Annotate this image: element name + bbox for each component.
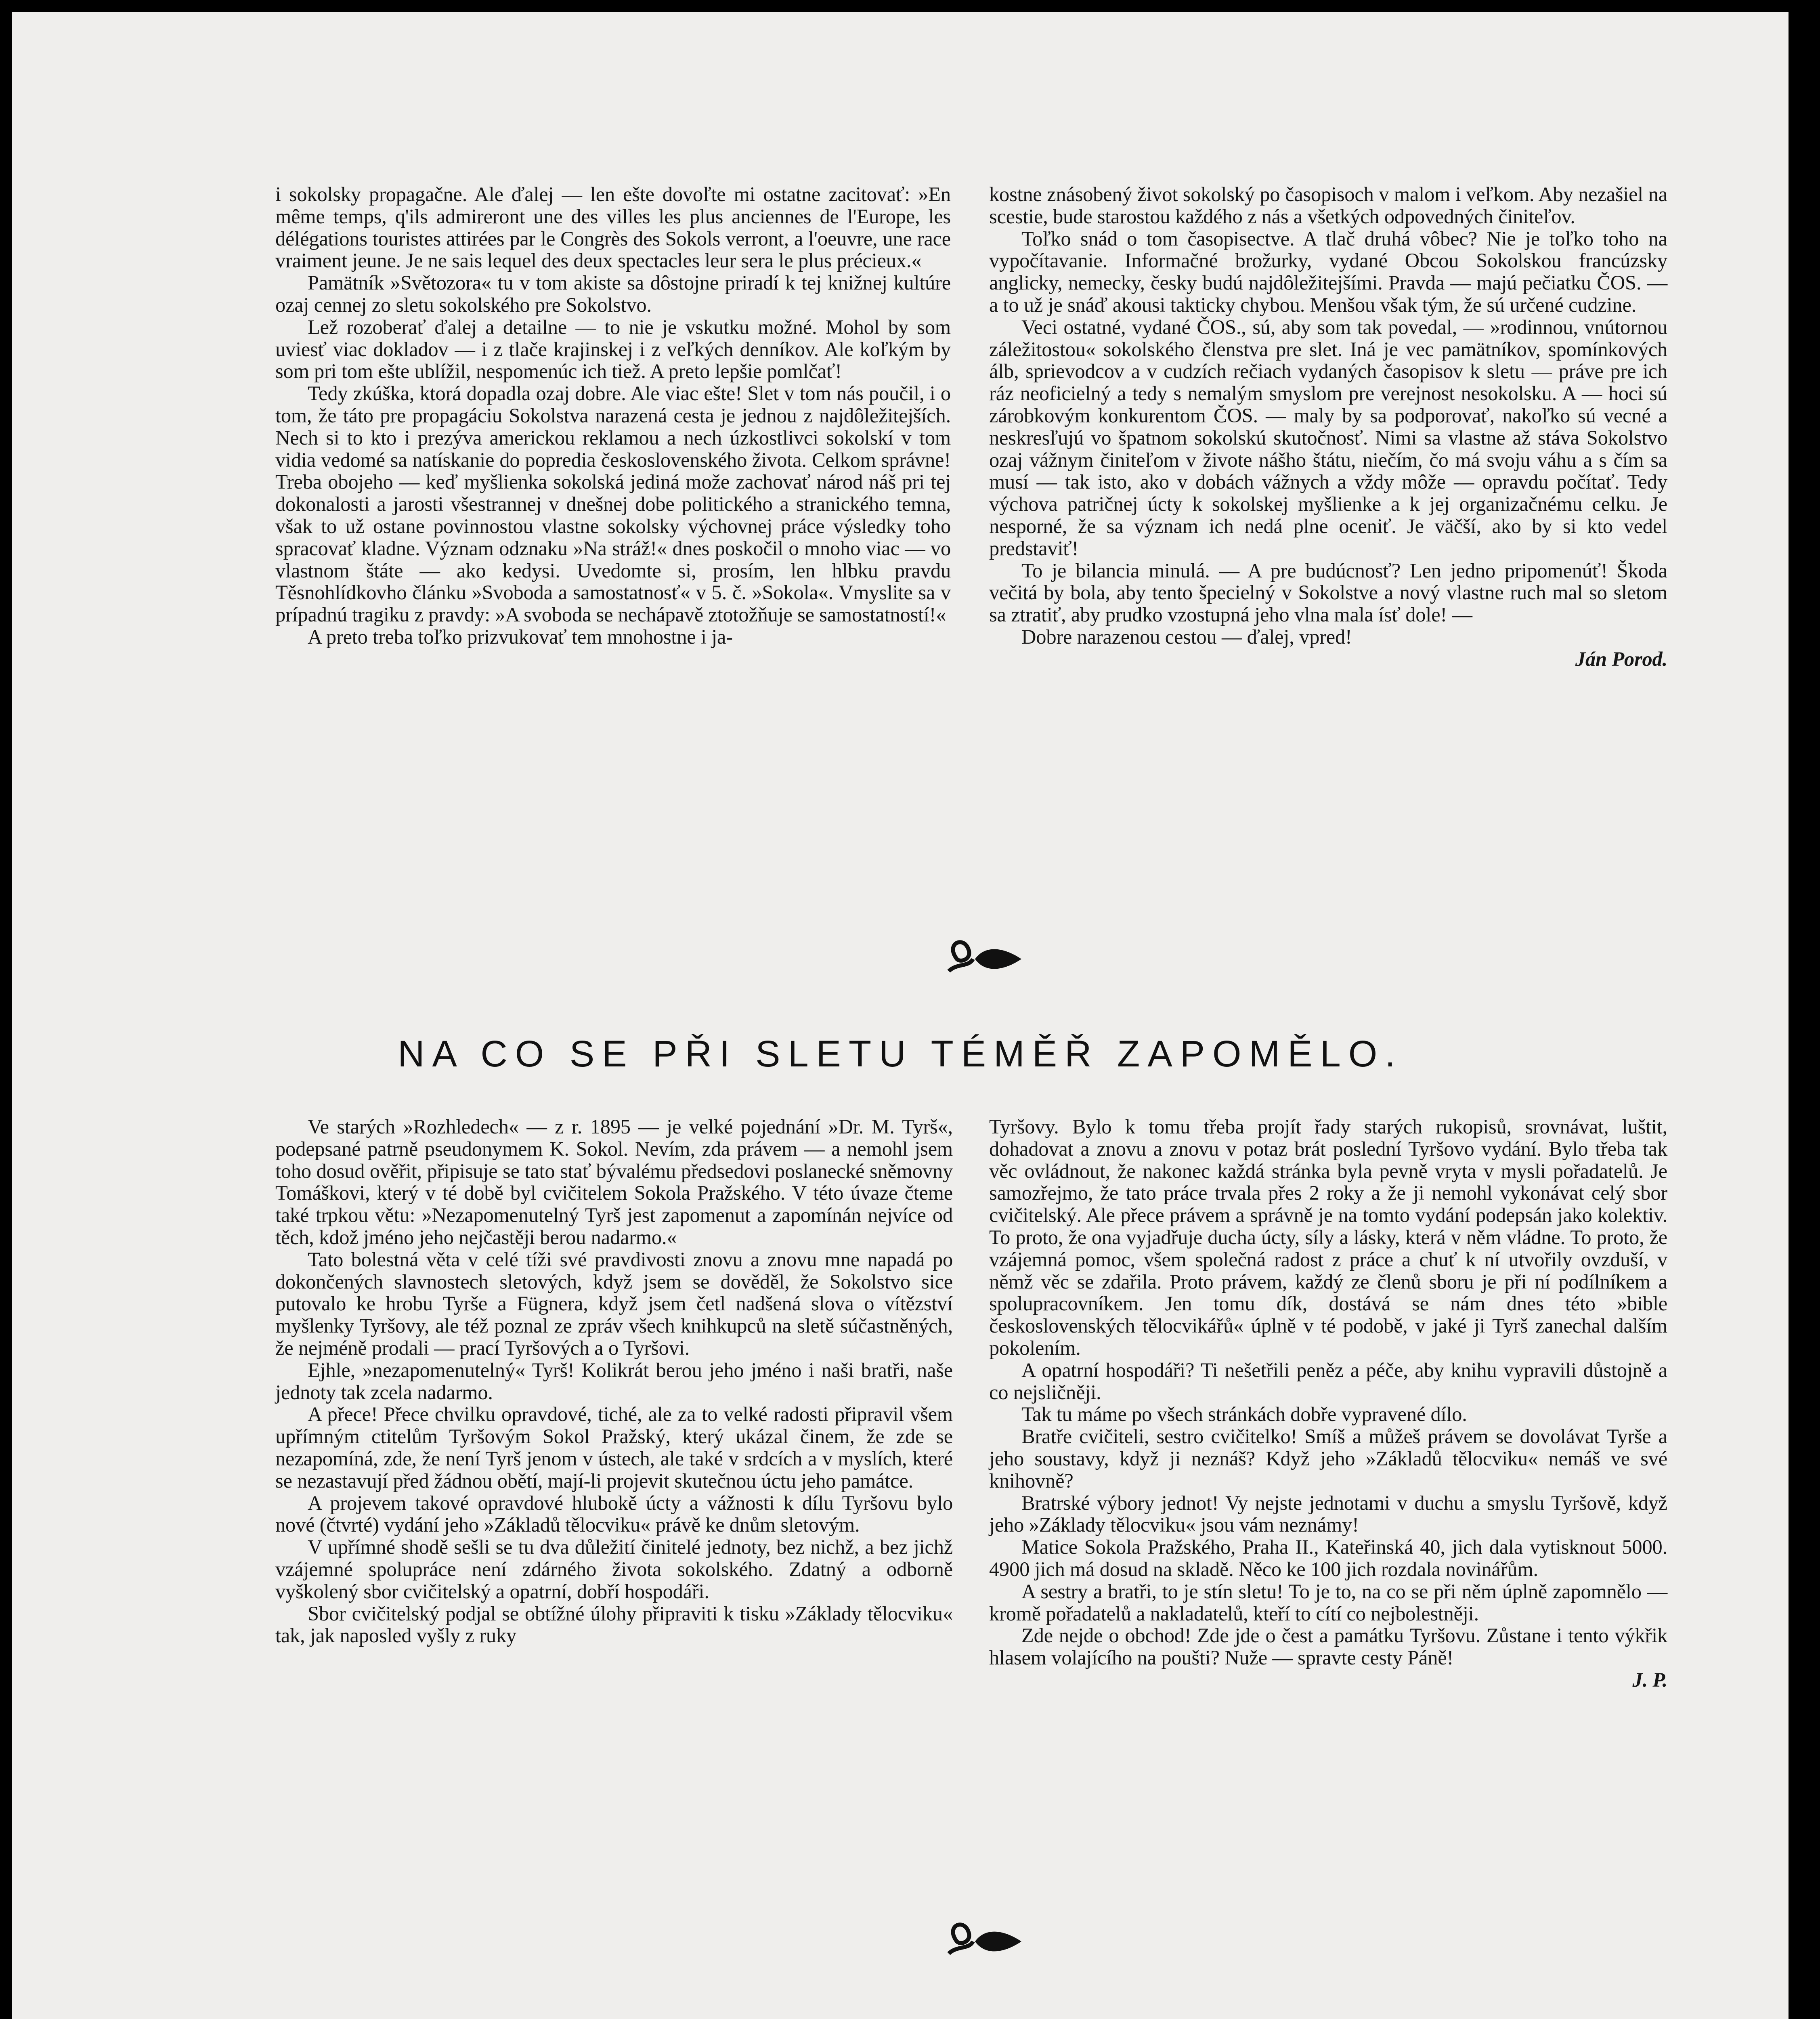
article-right-column (989, 1116, 1667, 1691)
top-left-column (275, 183, 951, 648)
paragraph: Matice Sokola Pražského, Praha II., Kateřinská 40, jich dala vytisknout 5000. 4900 jich má dosud na skladě. Něco ke 100 jich rozdala novinářům. (989, 1536, 1667, 1580)
paragraph: Tak tu máme po všech stránkách dobře vypravené dílo. (1021, 1403, 1467, 1426)
article-title: NA CO SE PŘI SLETU TÉMĚŘ ZAPOMĚLO. (398, 1033, 1403, 1075)
article-left-column (275, 1116, 953, 1647)
paragraph: Veci ostatné, vydané ČOS., sú, aby som tak povedal, — »rodinnou, vnútornou záležitostou« sokolského členstva pre slet. Iná je vec pamätníkov, spomínkových álb, sprievodcov a v cudzích rečiach vydaných časopisov k sletu — práve pre ich ráz neoficielný a tedy s nemalým smyslom pre verejnost nesokolsku. A — hoci sú zárobkovým konkurentom ČOS. — maly by sa podporovať, nakoľko sú vecné a neskresľujú vo špatnom sokolskú skutočnosť. Nimi sa vlastne až stáva Sokolstvo ozaj vážnym činiteľom v živote nášho štátu, niečím, čo má svoju váhu a s čím sa musí — tak isto, ako v dobách vážnych a vždy môže — opravdu počítať. Tedy výchova patričnej úcty k sokolskej myšlienke a k jej organizačnému celku. Je nesporné, že sa význam ich nedá plne oceniť. Je väčší, ako by si kto vedel predstaviť! (989, 315, 1667, 560)
paragraph: Ejhle, »nezapomenutelný« Tyrš! Kolikrát berou jeho jméno i naši bratři, naše jednoty tak zcela nadarmo. (275, 1358, 953, 1404)
paragraph: Bratře cvičiteli, sestro cvičitelko! Smíš a můžeš právem se dovolávat Tyrše a jeho soustavy, když ji neznáš? Když jeho »Základů tělocviku« nemáš ve své knihovně? (989, 1425, 1667, 1492)
paragraph: A projevem takové opravdové hlubokě úcty a vážnosti k dílu Tyršovu bylo nové (čtvrté) vydání jeho »Základů tělocviku« právě ke dnům sletovým. (275, 1491, 953, 1536)
top-right-column (989, 183, 1667, 670)
author-signature: Ján Porod. (1575, 647, 1667, 670)
paragraph: V upřímné shodě sešli se tu dva důležití činitelé jednoty, bez nichž, a bez jichž vzájemné spolupráce není zdárného života sokolského. Zdatný a odborně vyškolený sbor cvičitelský a opatrní, dobří hospodáři. (275, 1536, 953, 1603)
paragraph: Ve starých »Rozhledech« — z r. 1895 — je velké pojednání »Dr. M. Tyrš«, podepsané patrně pseudonymem K. Sokol. Nevím, zda právem — a nemohl jsem toho dosud ověřit, připisuje se tato stať bývalému předsedovi poslanecké sněmovny Tomáškovi, který v té době byl cvičitelem Sokola Pražského. V této úvaze čteme také trpkou větu: »Nezapomenutelný Tyrš jest zapomenut a zapomínán nejvíce od těch, kdož jméno jeho nejčastěji berou nadarmo.« (275, 1115, 953, 1249)
paragraph: Tedy zkúška, ktorá dopadla ozaj dobre. Ale viac ešte! Slet v tom nás poučil, i o tom, že táto pre propagáciu Sokolstva narazená cesta je jednou z najdôležitejších. Nech si to kto i prezýva americkou reklamou a nech úzkostlivci sokolskí v tom vidia vedomé sa natískanie do popredia československého života. Celkom správne! Treba obojeho — keď myšlienka sokolská jediná može zachovať národ náš pri tej dokonalosti a jarosti všestrannej v dnešnej dobe politického a stranického temna, však to už ostane povinnostou vlastne sokolsky výchovnej práce výsledky toho spracovať kladne. Význam odznaku »Na stráž!« dnes poskočil o mnoho viac — vo vlastnom štáte — ako kedysi. Uvedomte si, prosím, len hlbku pravdu Těsnohlídkovho článku »Svoboda a samostatnosť« v 5. č. »Sokola«. Vmyslite sa v prípadnú tragiku z pravdy: »A svoboda se nechápavě ztotožňuje se samostatností!« (275, 382, 951, 626)
paragraph: Lež rozoberať ďalej a detailne — to nie je vskutku možné. Mohol by som uviesť viac dokladov — i z tlače krajinskej i z veľkých denníkov. Ale koľkým by som pri tom ešte ublížil, nespomenúc ich tiež. A preto lepšie pomlčať! (275, 315, 951, 383)
floral-fleuron-icon (933, 935, 1030, 983)
paragraph: A preto treba toľko prizvukovať tem mnohostne i ja- (308, 625, 733, 648)
author-signature: J. P. (1632, 1668, 1667, 1691)
magazine-page (12, 12, 1789, 2019)
paragraph: Sbor cvičitelský podjal se obtížné úlohy připraviti k tisku »Základy tělocviku« tak, jak naposled vyšly z ruky (275, 1602, 953, 1647)
paragraph: A sestry a bratři, to je stín sletu! To je to, na co se při něm úplně zapomnělo — kromě pořadatelů a nakladatelů, kteří to cítí co nejbolestněji. (989, 1580, 1667, 1625)
paragraph: kostne znásobený život sokolský po časopisoch v malom i veľkom. Aby nezašiel na scestie, bude starostou každého z nás a všetkých odpovedných činiteľov. (989, 183, 1667, 228)
paragraph: A přece! Přece chvilku opravdové, tiché, ale za to velké radosti připravil všem upřímným ctitelům Tyršovým Sokol Pražský, který ukázal činem, že zde se nezapomíná, zde, že není Tyrš jenom v ústech, ale také v srdcích a v myslích, které se nezastavují před žádnou obětí, mají-li projevit skutečnou úctu jeho památce. (275, 1403, 953, 1492)
floral-fleuron-icon (933, 1917, 1030, 1966)
paragraph: Bratrské výbory jednot! Vy nejste jednotami v duchu a smyslu Tyršově, když jeho »Základy tělocviku« jsou vám neznámy! (989, 1491, 1667, 1536)
paragraph: Dobre narazenou cestou — ďalej, vpred! (1021, 625, 1352, 648)
paragraph: Toľko snád o tom časopisectve. A tlač druhá vôbec? Nie je toľko toho na vypočítavanie. Informačné brožurky, vydané Obcou Sokolskou francúzsky anglicky, nemecky, česky budú najdôležitejšími. Pravda — majú pečiatku ČOS. — a to už je snáď akousi takticky chybou. Menšou však tým, že sú určené cudzine. (989, 227, 1667, 316)
paragraph: i sokolsky propagačne. Ale ďalej — len ešte dovoľte mi ostatne zacitovať: »En même temps, q'ils admireront une des villes les plus anciennes de l'Europe, les délégations touristes attirées par le Congrès des Sokols verront, a l'oeuvre, une race vraiment jeune. Je ne sais lequel des deux spectacles leur sera le plus précieux.« (275, 183, 951, 272)
paragraph: Tato bolestná věta v celé tíži své pravdivosti znovu a znovu mne napadá po dokončených slavnostech sletových, když jsem se dověděl, že Sokolstvo sice putovalo ke hrobu Tyrše a Fügnera, když jsem četl nadšená slova o vítězství myšlenky Tyršovy, ale též poznal ze zpráv všech knihkupců na sletě súčastněných, že nejméně prodali — prací Tyršových a o Tyršovi. (275, 1248, 953, 1359)
paragraph: Zde nejde o obchod! Zde jde o čest a památku Tyršovu. Zůstane i tento výkřik hlasem volajícího na poušti? Nuže — spravte cesty Páně! (989, 1624, 1667, 1669)
paragraph: Tyršovy. Bylo k tomu třeba projít řady starých rukopisů, srovnávat, luštit, dohadovat a znovu a znovu v potaz brát poslední Tyršovo vydání. Bylo třeba tak věc ovládnout, že nakonec každá stránka byla pevně vryta v mysli pořadatelů. Je samozřejmo, že tato práce trvala přes 2 roky a že ji nemohl vykonávat celý sbor cvičitelský. Ale přece právem a správně je na tomto vydání podepsán jako kolektiv. To proto, že ona vyjadřuje ducha úcty, síly a lásky, která v něm vládne. To proto, že vzájemná pomoc, všem společná radost z práce a chuť k ní utvořily ovzduší, v němž věc se zdařila. Proto právem, každý ze členů sboru je při ní podílníkem a spolupracovníkem. Jen tomu dík, dostává se nám dnes této »bible československých tělocvikářů« úplně v té podobě, v jaké ji Tyrš zanechal dalším pokolením. (989, 1115, 1667, 1359)
paragraph: A opatrní hospodáři? Ti nešetřili peněz a péče, aby knihu vypravili důstojně a co nejsličněji. (989, 1358, 1667, 1404)
paragraph: To je bilancia minulá. — A pre budúcnosť? Len jedno pripomenúť! Škoda večitá by bola, aby tento špecielný v Sokolstve a nový vlastne ruch mal so sletom sa ztratiť, aby prudko vzostupná jeho vlna mala ísť dole! — (989, 559, 1667, 626)
paragraph: Pamätník »Světozora« tu v tom akiste sa dôstojne priradí k tej knižnej kultúre ozaj cennej zo sletu sokolského pre Sokolstvo. (275, 271, 951, 316)
